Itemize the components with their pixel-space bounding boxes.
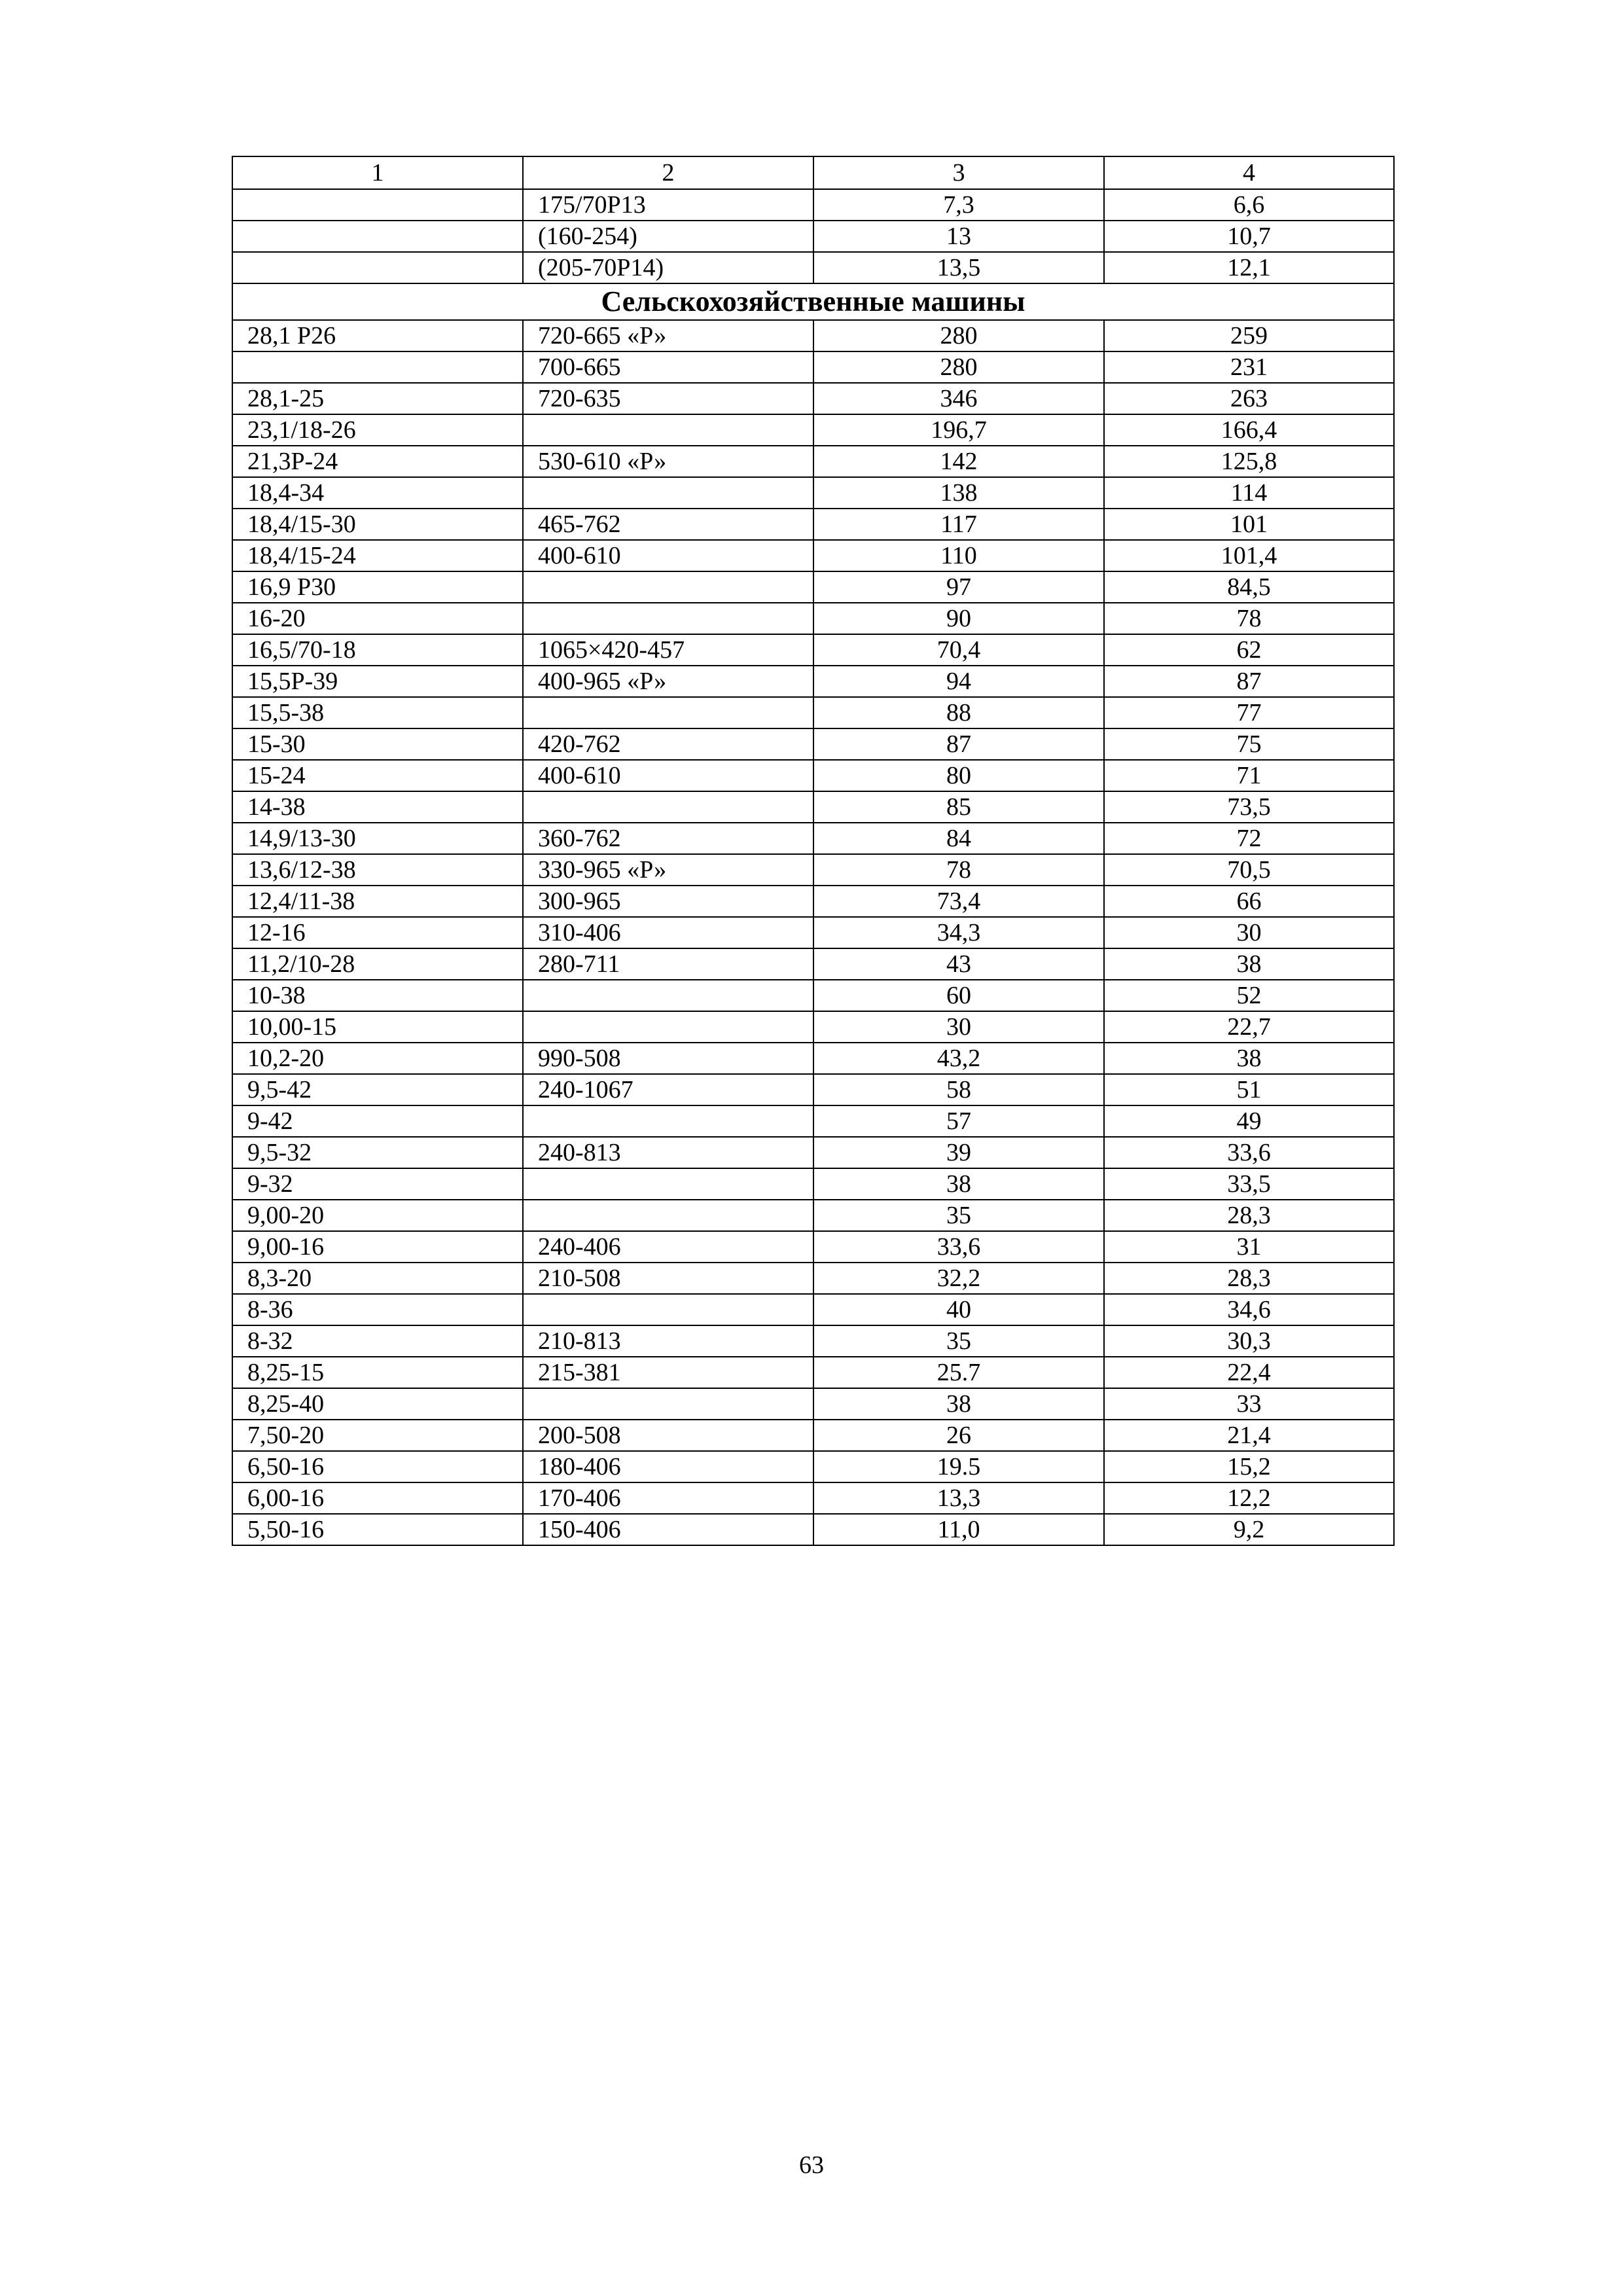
tire-size-cell: 23,1/18-26 xyxy=(232,414,523,446)
load-value-alt-cell: 101,4 xyxy=(1104,540,1394,571)
tire-size-cell: 9,5-32 xyxy=(232,1137,523,1168)
load-value-alt-cell: 166,4 xyxy=(1104,414,1394,446)
tire-size-cell: 16-20 xyxy=(232,603,523,634)
load-value-cell: 43 xyxy=(813,948,1104,980)
tire-designation-cell: 200-508 xyxy=(523,1420,813,1451)
load-value-cell: 7,3 xyxy=(813,189,1104,221)
tire-designation-cell xyxy=(523,414,813,446)
table-row xyxy=(232,1514,1394,1545)
table-row xyxy=(232,1105,1394,1137)
table-row xyxy=(232,414,1394,446)
table-row xyxy=(232,1325,1394,1357)
load-value-cell: 19.5 xyxy=(813,1451,1104,1482)
load-value-alt-cell: 114 xyxy=(1104,477,1394,509)
load-value-alt-cell: 12,2 xyxy=(1104,1482,1394,1514)
load-value-cell: 35 xyxy=(813,1200,1104,1231)
load-value-alt-cell: 62 xyxy=(1104,634,1394,666)
load-value-cell: 142 xyxy=(813,446,1104,477)
tire-size-cell: 18,4/15-24 xyxy=(232,540,523,571)
tire-size-cell: 14-38 xyxy=(232,791,523,823)
tire-designation-cell xyxy=(523,1011,813,1043)
table-row xyxy=(232,1011,1394,1043)
tire-size-cell xyxy=(232,252,523,283)
load-value-alt-cell: 75 xyxy=(1104,728,1394,760)
tire-size-cell: 10-38 xyxy=(232,980,523,1011)
load-value-cell: 35 xyxy=(813,1325,1104,1357)
tire-designation-cell xyxy=(523,697,813,728)
table-row xyxy=(232,1074,1394,1105)
load-value-alt-cell: 33 xyxy=(1104,1388,1394,1420)
load-value-cell: 30 xyxy=(813,1011,1104,1043)
tire-designation-cell: 360-762 xyxy=(523,823,813,854)
load-value-alt-cell: 263 xyxy=(1104,383,1394,414)
tire-size-cell xyxy=(232,221,523,252)
load-value-cell: 117 xyxy=(813,509,1104,540)
load-value-alt-cell: 52 xyxy=(1104,980,1394,1011)
load-value-alt-cell: 33,5 xyxy=(1104,1168,1394,1200)
tire-designation-cell: 300-965 xyxy=(523,886,813,917)
load-value-cell: 25.7 xyxy=(813,1357,1104,1388)
table-row xyxy=(232,351,1394,383)
tire-size-cell: 9,00-16 xyxy=(232,1231,523,1263)
load-value-alt-cell: 70,5 xyxy=(1104,854,1394,886)
table-row xyxy=(232,189,1394,221)
tire-designation-cell: 720-665 «Р» xyxy=(523,320,813,351)
load-value-alt-cell: 15,2 xyxy=(1104,1451,1394,1482)
page-number: 63 xyxy=(799,2151,824,2179)
tire-size-cell: 12-16 xyxy=(232,917,523,948)
load-value-cell: 346 xyxy=(813,383,1104,414)
tire-size-cell: 15-24 xyxy=(232,760,523,791)
tire-size-cell: 10,2-20 xyxy=(232,1043,523,1074)
load-value-cell: 196,7 xyxy=(813,414,1104,446)
load-value-alt-cell: 38 xyxy=(1104,948,1394,980)
load-value-alt-cell: 125,8 xyxy=(1104,446,1394,477)
tire-size-cell: 21,3Р-24 xyxy=(232,446,523,477)
tire-designation-cell: 530-610 «Р» xyxy=(523,446,813,477)
tire-designation-cell: 240-1067 xyxy=(523,1074,813,1105)
load-value-alt-cell: 72 xyxy=(1104,823,1394,854)
table-row xyxy=(232,1420,1394,1451)
tire-designation-cell: 310-406 xyxy=(523,917,813,948)
table-row xyxy=(232,1294,1394,1325)
tire-designation-cell: 700-665 xyxy=(523,351,813,383)
load-value-alt-cell: 231 xyxy=(1104,351,1394,383)
tire-designation-cell: 175/70Р13 xyxy=(523,189,813,221)
load-value-cell: 80 xyxy=(813,760,1104,791)
tire-size-cell: 15,5-38 xyxy=(232,697,523,728)
table-body xyxy=(232,156,1394,1545)
section-row xyxy=(232,283,1394,320)
table-row xyxy=(232,697,1394,728)
load-value-alt-cell: 30,3 xyxy=(1104,1325,1394,1357)
load-value-cell: 60 xyxy=(813,980,1104,1011)
load-value-cell: 85 xyxy=(813,791,1104,823)
tire-designation-cell: 240-406 xyxy=(523,1231,813,1263)
table-row xyxy=(232,1482,1394,1514)
tire-designation-cell: 180-406 xyxy=(523,1451,813,1482)
load-value-alt-cell: 10,7 xyxy=(1104,221,1394,252)
table-row xyxy=(232,666,1394,697)
load-value-alt-cell: 6,6 xyxy=(1104,189,1394,221)
load-value-cell: 94 xyxy=(813,666,1104,697)
table-row xyxy=(232,383,1394,414)
tire-size-cell: 8,3-20 xyxy=(232,1263,523,1294)
load-value-cell: 13,5 xyxy=(813,252,1104,283)
load-value-cell: 33,6 xyxy=(813,1231,1104,1263)
column-number-row xyxy=(232,156,1394,189)
tire-size-cell: 15-30 xyxy=(232,728,523,760)
load-value-alt-cell: 78 xyxy=(1104,603,1394,634)
load-value-cell: 84 xyxy=(813,823,1104,854)
table-row xyxy=(232,791,1394,823)
load-value-alt-cell: 9,2 xyxy=(1104,1514,1394,1545)
load-value-cell: 78 xyxy=(813,854,1104,886)
load-value-alt-cell: 28,3 xyxy=(1104,1263,1394,1294)
tire-designation-cell: 1065×420-457 xyxy=(523,634,813,666)
table-row xyxy=(232,1231,1394,1263)
table-row xyxy=(232,603,1394,634)
tire-designation-cell xyxy=(523,980,813,1011)
load-value-cell: 13 xyxy=(813,221,1104,252)
load-value-alt-cell: 22,4 xyxy=(1104,1357,1394,1388)
tire-designation-cell xyxy=(523,1200,813,1231)
load-value-cell: 39 xyxy=(813,1137,1104,1168)
tire-designation-cell xyxy=(523,603,813,634)
tire-designation-cell: (160-254) xyxy=(523,221,813,252)
tire-size-cell: 14,9/13-30 xyxy=(232,823,523,854)
table-row xyxy=(232,571,1394,603)
table-row xyxy=(232,917,1394,948)
tire-size-cell: 6,50-16 xyxy=(232,1451,523,1482)
tire-size-cell: 28,1-25 xyxy=(232,383,523,414)
tire-designation-cell xyxy=(523,1168,813,1200)
table-row xyxy=(232,1043,1394,1074)
load-value-cell: 40 xyxy=(813,1294,1104,1325)
tire-designation-cell xyxy=(523,791,813,823)
table-row xyxy=(232,509,1394,540)
tire-designation-cell: 215-381 xyxy=(523,1357,813,1388)
tire-size-cell: 18,4/15-30 xyxy=(232,509,523,540)
load-value-alt-cell: 49 xyxy=(1104,1105,1394,1137)
tire-designation-cell: 400-610 xyxy=(523,540,813,571)
load-value-cell: 70,4 xyxy=(813,634,1104,666)
load-value-cell: 26 xyxy=(813,1420,1104,1451)
tire-designation-cell: 330-965 «Р» xyxy=(523,854,813,886)
tire-size-cell: 13,6/12-38 xyxy=(232,854,523,886)
tire-designation-cell: 170-406 xyxy=(523,1482,813,1514)
table-row xyxy=(232,252,1394,283)
table-row xyxy=(232,854,1394,886)
tire-size-cell: 9-42 xyxy=(232,1105,523,1137)
table-row xyxy=(232,1357,1394,1388)
load-value-cell: 38 xyxy=(813,1168,1104,1200)
tire-designation-cell xyxy=(523,1105,813,1137)
table-row xyxy=(232,823,1394,854)
load-value-alt-cell: 30 xyxy=(1104,917,1394,948)
tire-size-cell: 8-32 xyxy=(232,1325,523,1357)
table-row xyxy=(232,948,1394,980)
load-value-cell: 87 xyxy=(813,728,1104,760)
column-number: 1 xyxy=(232,156,523,189)
tire-designation-cell: 400-965 «Р» xyxy=(523,666,813,697)
load-value-cell: 90 xyxy=(813,603,1104,634)
tire-designation-cell xyxy=(523,571,813,603)
tire-designation-cell: 210-508 xyxy=(523,1263,813,1294)
tire-size-cell xyxy=(232,351,523,383)
column-number: 4 xyxy=(1104,156,1394,189)
load-value-alt-cell: 22,7 xyxy=(1104,1011,1394,1043)
load-value-cell: 88 xyxy=(813,697,1104,728)
load-value-alt-cell: 51 xyxy=(1104,1074,1394,1105)
tire-load-table xyxy=(232,156,1395,1546)
tire-size-cell: 12,4/11-38 xyxy=(232,886,523,917)
load-value-cell: 97 xyxy=(813,571,1104,603)
table-row xyxy=(232,1137,1394,1168)
tire-size-cell: 16,9 Р30 xyxy=(232,571,523,603)
load-value-cell: 38 xyxy=(813,1388,1104,1420)
table-row xyxy=(232,221,1394,252)
table-row xyxy=(232,1168,1394,1200)
tire-designation-cell: 465-762 xyxy=(523,509,813,540)
tire-size-cell: 28,1 Р26 xyxy=(232,320,523,351)
tire-designation-cell: 420-762 xyxy=(523,728,813,760)
tire-size-cell: 8,25-40 xyxy=(232,1388,523,1420)
load-value-cell: 13,3 xyxy=(813,1482,1104,1514)
load-value-cell: 57 xyxy=(813,1105,1104,1137)
tire-size-cell: 9-32 xyxy=(232,1168,523,1200)
tire-size-cell: 11,2/10-28 xyxy=(232,948,523,980)
tire-size-cell: 9,00-20 xyxy=(232,1200,523,1231)
load-value-cell: 11,0 xyxy=(813,1514,1104,1545)
tire-size-cell: 7,50-20 xyxy=(232,1420,523,1451)
tire-size-cell: 9,5-42 xyxy=(232,1074,523,1105)
tire-designation-cell: 280-711 xyxy=(523,948,813,980)
tire-designation-cell: 720-635 xyxy=(523,383,813,414)
table-row xyxy=(232,1263,1394,1294)
table-row xyxy=(232,540,1394,571)
table-row xyxy=(232,446,1394,477)
load-value-cell: 32,2 xyxy=(813,1263,1104,1294)
load-value-alt-cell: 12,1 xyxy=(1104,252,1394,283)
table-row xyxy=(232,320,1394,351)
table-row xyxy=(232,980,1394,1011)
table-row xyxy=(232,1388,1394,1420)
load-value-cell: 280 xyxy=(813,351,1104,383)
tire-size-cell: 10,00-15 xyxy=(232,1011,523,1043)
tire-size-cell: 15,5Р-39 xyxy=(232,666,523,697)
tire-size-cell: 8,25-15 xyxy=(232,1357,523,1388)
tire-designation-cell: (205-70Р14) xyxy=(523,252,813,283)
load-value-alt-cell: 87 xyxy=(1104,666,1394,697)
tire-size-cell: 18,4-34 xyxy=(232,477,523,509)
tire-size-cell xyxy=(232,189,523,221)
load-value-alt-cell: 33,6 xyxy=(1104,1137,1394,1168)
load-value-alt-cell: 84,5 xyxy=(1104,571,1394,603)
tire-designation-cell: 990-508 xyxy=(523,1043,813,1074)
load-value-cell: 280 xyxy=(813,320,1104,351)
load-value-alt-cell: 259 xyxy=(1104,320,1394,351)
tire-designation-cell: 400-610 xyxy=(523,760,813,791)
tire-designation-cell: 150-406 xyxy=(523,1514,813,1545)
load-value-alt-cell: 77 xyxy=(1104,697,1394,728)
load-value-cell: 34,3 xyxy=(813,917,1104,948)
load-value-alt-cell: 21,4 xyxy=(1104,1420,1394,1451)
load-value-cell: 43,2 xyxy=(813,1043,1104,1074)
tire-size-cell: 5,50-16 xyxy=(232,1514,523,1545)
load-value-alt-cell: 71 xyxy=(1104,760,1394,791)
table-row xyxy=(232,477,1394,509)
tire-size-cell: 16,5/70-18 xyxy=(232,634,523,666)
table-row xyxy=(232,1451,1394,1482)
table-row xyxy=(232,728,1394,760)
tire-size-cell: 6,00-16 xyxy=(232,1482,523,1514)
section-title: Сельскохозяйственные машины xyxy=(232,283,1394,320)
load-value-alt-cell: 31 xyxy=(1104,1231,1394,1263)
tire-load-table-container xyxy=(232,156,1395,1546)
column-number: 3 xyxy=(813,156,1104,189)
tire-designation-cell: 210-813 xyxy=(523,1325,813,1357)
load-value-alt-cell: 34,6 xyxy=(1104,1294,1394,1325)
tire-designation-cell: 240-813 xyxy=(523,1137,813,1168)
load-value-alt-cell: 66 xyxy=(1104,886,1394,917)
tire-size-cell: 8-36 xyxy=(232,1294,523,1325)
load-value-alt-cell: 101 xyxy=(1104,509,1394,540)
load-value-cell: 110 xyxy=(813,540,1104,571)
table-row xyxy=(232,760,1394,791)
table-row xyxy=(232,1200,1394,1231)
load-value-cell: 138 xyxy=(813,477,1104,509)
tire-designation-cell xyxy=(523,1294,813,1325)
table-row xyxy=(232,634,1394,666)
table-row xyxy=(232,886,1394,917)
load-value-alt-cell: 28,3 xyxy=(1104,1200,1394,1231)
column-number: 2 xyxy=(523,156,813,189)
load-value-cell: 58 xyxy=(813,1074,1104,1105)
tire-designation-cell xyxy=(523,477,813,509)
load-value-cell: 73,4 xyxy=(813,886,1104,917)
load-value-alt-cell: 38 xyxy=(1104,1043,1394,1074)
load-value-alt-cell: 73,5 xyxy=(1104,791,1394,823)
tire-designation-cell xyxy=(523,1388,813,1420)
